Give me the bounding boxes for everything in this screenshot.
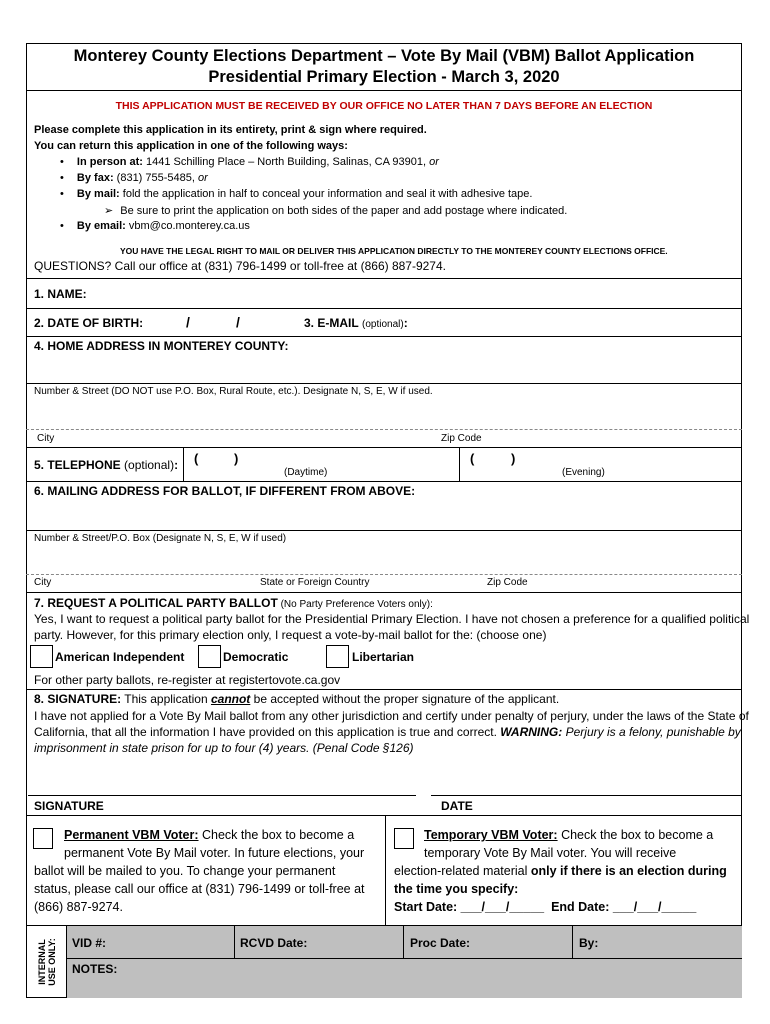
signature-intro: 8. SIGNATURE: This application cannot be accepted without the proper signature of the applicant. (34, 692, 560, 706)
party-heading-note: (No Party Preference Voters only): (277, 599, 433, 610)
telephone-label-group: 5. TELEPHONE (optional): (34, 458, 179, 472)
libertarian-checkbox[interactable] (326, 645, 349, 668)
party-heading: 7. REQUEST A POLITICAL PARTY BALLOT (34, 596, 278, 610)
fax-text: (831) 755-5485, (113, 172, 195, 184)
in-person-text: 1441 Schilling Place – North Building, Salinas, CA 93901, (142, 156, 427, 168)
democratic-label: Democratic (223, 650, 289, 664)
bullet-in-person: • In person at: 1441 Schilling Place – North Building, Salinas, CA 93901, or (60, 156, 439, 168)
signature-field[interactable] (30, 760, 414, 794)
fax-or: or (194, 172, 208, 184)
libertarian-label: Libertarian (352, 650, 415, 664)
notes-label: NOTES: (72, 962, 118, 976)
internal-use-label: INTERNAL USE ONLY: (37, 937, 57, 986)
internal-grid (66, 926, 742, 998)
form-title-line2: Presidential Primary Election - March 3, 2020 (208, 68, 560, 86)
certify-line3: imprisonment in state prison for up to four (4) years. (Penal Code §126) (34, 741, 414, 755)
email-label-group: 3. E-MAIL (optional): (304, 316, 408, 330)
mail-label: By mail: (76, 188, 120, 200)
bullet-fax: • By fax: (831) 755-5485, or (60, 172, 208, 184)
mail-city-field[interactable] (28, 547, 740, 573)
telephone-optional: (optional) (124, 458, 175, 472)
democratic-checkbox[interactable] (198, 645, 221, 668)
legal-right: YOU HAVE THE LEGAL RIGHT TO MAIL OR DELIVER THIS APPLICATION DIRECTLY TO THE MONTEREY COUNTY ELECTIONS OFFICE. (120, 246, 668, 256)
party-heading-group (34, 596, 433, 610)
in-person-or: or (426, 156, 439, 168)
email-field-label: 3. E-MAIL (304, 316, 359, 330)
vid-label: VID #: (72, 936, 107, 950)
date-label: DATE (441, 799, 473, 813)
daytime-label: (Daytime) (284, 467, 328, 478)
email-field[interactable] (420, 311, 736, 335)
arrow-bullet-icon: ➢ (104, 205, 114, 217)
mail-state-label: State or Foreign Country (260, 577, 370, 588)
mail-street-field[interactable] (28, 500, 740, 528)
mail-zip-label: Zip Code (487, 577, 528, 588)
certify-line1: I have not applied for a Vote By Mail ballot from any other jurisdiction and certify under penalty of perjury, under the laws of the State of (34, 709, 749, 723)
permanent-vbm-text: Permanent VBM Voter: Check the box to become a permanent Vote By Mail voter. In future elections, your ballot will be mailed to you. To change your permanent status, please call our office at (831) 796-1499 or toll-free at (866) 887-9274. (34, 828, 365, 914)
email-label: By email: (76, 220, 126, 232)
other-party-note: For other party ballots, re-register at registertovote.ca.gov (34, 673, 341, 687)
home-zip-label: Zip Code (441, 433, 482, 444)
dob-slash-1: / (186, 314, 190, 330)
mail-sub-text: Be sure to print the application on both sides of the paper and add postage where indicated. (120, 205, 568, 217)
american-independent-checkbox[interactable] (30, 645, 53, 668)
rcvd-date-label: RCVD Date: (240, 936, 308, 950)
bullet-mail: • By mail: fold the application in half to conceal your information and seal it with adhesive tape. (60, 188, 533, 200)
in-person-label: In person at: (76, 156, 143, 168)
temporary-vbm-text: Temporary VBM Voter: Check the box to become a temporary Vote By Mail voter. You will receive election-related material only if there is an election during the time you specify: Start Date: ___/___/_____ End Date: ___/___/_____ (394, 828, 727, 914)
dob-field[interactable] (150, 311, 290, 335)
temporary-vbm-title: Temporary VBM Voter: (424, 828, 558, 842)
cannot-text: cannot (210, 692, 251, 706)
name-label: 1. NAME: (34, 287, 87, 301)
evening-label: (Evening) (562, 467, 605, 478)
bullet-email: • By email: vbm@co.monterey.ca.us (60, 220, 250, 232)
eve-paren-close: ) (511, 451, 516, 466)
end-date[interactable]: End Date: ___/___/_____ (551, 900, 697, 914)
daytime-phone-field[interactable] (186, 449, 456, 469)
dob-slash-2: / (236, 314, 240, 330)
proc-date-label: Proc Date: (410, 936, 471, 950)
mail-street-hint: Number & Street/P.O. Box (Designate N, S, E, W if used) (34, 533, 287, 544)
deadline-warning: THIS APPLICATION MUST BE RECEIVED BY OUR OFFICE NO LATER THAN 7 DAYS BEFORE AN ELECTION (115, 100, 653, 112)
warning-label: WARNING: (500, 725, 563, 739)
day-paren-open: ( (194, 451, 199, 466)
return-ways: You can return this application in one of the following ways: (34, 140, 348, 152)
eve-paren-open: ( (470, 451, 475, 466)
form-title-line1: Monterey County Elections Department – Vote By Mail (VBM) Ballot Application (73, 47, 695, 65)
home-city-field[interactable] (28, 400, 740, 428)
evening-phone-field[interactable] (462, 449, 738, 469)
home-address-label: 4. HOME ADDRESS IN MONTEREY COUNTY: (34, 339, 289, 353)
mailing-address-label: 6. MAILING ADDRESS FOR BALLOT, IF DIFFERENT FROM ABOVE: (34, 484, 416, 498)
dob-label: 2. DATE OF BIRTH: (34, 316, 144, 330)
mail-city-label: City (34, 577, 52, 588)
questions: QUESTIONS? Call our office at (831) 796-1499 or toll-free at (866) 887-9274. (34, 259, 446, 273)
mail-sub-bullet (104, 204, 567, 217)
name-field[interactable] (100, 282, 736, 306)
signature-label: SIGNATURE (34, 799, 104, 813)
permanent-vbm-title: Permanent VBM Voter: (64, 828, 199, 842)
telephone-label: 5. TELEPHONE (34, 458, 121, 472)
email-text: vbm@co.monterey.ca.us (125, 220, 250, 232)
form-title (26, 46, 742, 88)
signature-heading: 8. SIGNATURE: (34, 692, 122, 706)
party-body-line1: Yes, I want to request a political party ballot for the Presidential Primary Election. I have not chosen a preference for a qualified political (34, 612, 750, 626)
home-street-field[interactable] (28, 354, 740, 382)
by-label: By: (579, 936, 599, 950)
start-date[interactable]: Start Date: ___/___/_____ (394, 900, 545, 914)
date-field[interactable] (432, 760, 738, 794)
certify-line2: California, that all the information I have provided on this application is true and correct. WARNING: Perjury is a felony, punishable by (34, 725, 741, 739)
home-street-hint: Number & Street (DO NOT use P.O. Box, Rural Route, etc.). Designate N, S, E, W if used. (34, 386, 433, 397)
american-independent-label: American Independent (55, 650, 185, 664)
party-body-line2: party. However, for this primary election only, I request a vote-by-mail ballot for the: (choose one) (34, 628, 547, 642)
email-optional: (optional) (362, 319, 404, 330)
home-city-label: City (37, 433, 55, 444)
day-paren-close: ) (234, 451, 239, 466)
mail-text: fold the application in half to conceal your information and seal it with adhesive tape. (119, 188, 533, 200)
fax-label: By fax: (76, 172, 114, 184)
complete-instruction: Please complete this application in its entirety, print & sign where required. (34, 124, 427, 136)
